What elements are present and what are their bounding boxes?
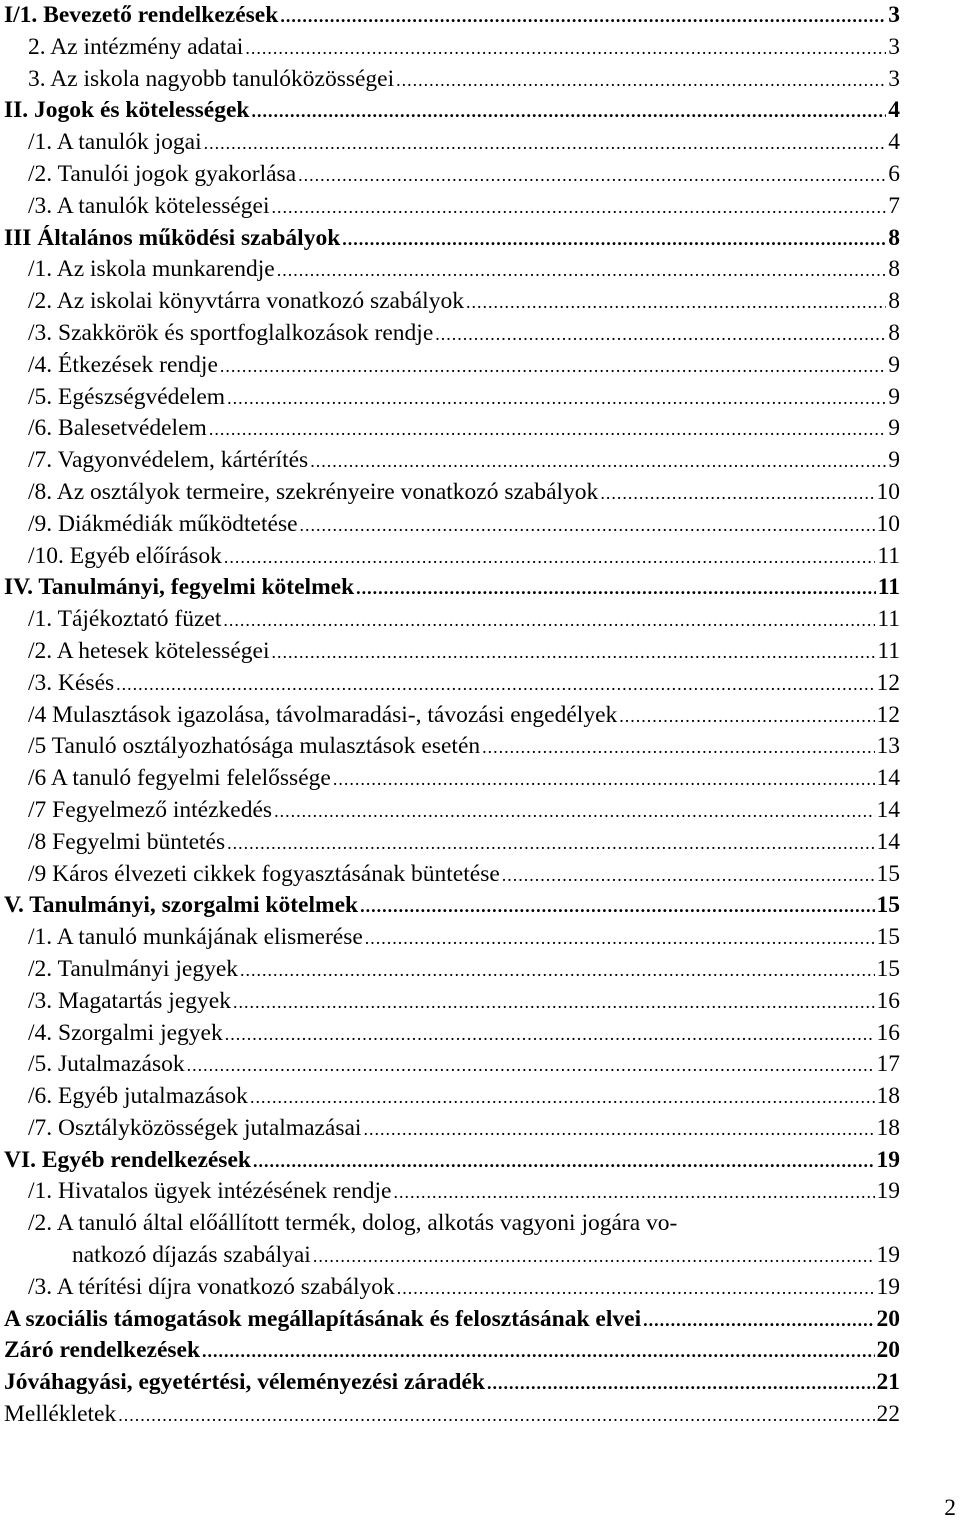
toc-dot-leader bbox=[233, 987, 875, 1019]
toc-dot-leader bbox=[116, 669, 874, 701]
toc-entry[interactable] bbox=[4, 986, 900, 1018]
toc-entry-page: 12 bbox=[876, 701, 900, 728]
toc-dot-leader bbox=[310, 446, 886, 478]
toc-entry-page: 22 bbox=[876, 1401, 900, 1428]
toc-dot-leader bbox=[274, 796, 874, 828]
toc-dot-leader bbox=[277, 255, 887, 287]
toc-entry[interactable] bbox=[4, 350, 900, 382]
toc-entry-title: III Általános működési szabályok bbox=[4, 224, 341, 251]
toc-entry-title: /5. Egészségvédelem bbox=[28, 383, 226, 410]
toc-entry-title: 2. Az intézmény adatai bbox=[28, 33, 244, 60]
toc-dot-leader bbox=[204, 128, 887, 160]
toc-entry-title: /1. Az iskola munkarendje bbox=[28, 256, 275, 283]
toc-dot-leader bbox=[227, 828, 874, 860]
toc-entry-page: 3 bbox=[888, 65, 900, 92]
toc-dot-leader bbox=[435, 319, 886, 351]
toc-dot-leader bbox=[466, 287, 886, 319]
toc-entry[interactable] bbox=[4, 1113, 900, 1145]
toc-entry-title: /1. A tanulók jogai bbox=[28, 129, 202, 156]
toc-entry-title: /2. Tanulói jogok gyakorlása bbox=[28, 160, 297, 187]
toc-entry-title: /3. Késés bbox=[28, 669, 115, 696]
toc-entry-title: /3. A tanulók kötelességei bbox=[28, 192, 270, 219]
toc-entry-title: /2. Tanulmányi jegyek bbox=[28, 955, 239, 982]
toc-entry-page: 21 bbox=[876, 1369, 900, 1396]
toc-entry-page: 15 bbox=[876, 892, 900, 919]
toc-entry-title: A szociális támogatások megállapításának és felosztásának elvei bbox=[4, 1305, 642, 1332]
toc-entry-page: 4 bbox=[888, 129, 900, 156]
toc-entry-title: VI. Egyéb rendelkezések bbox=[4, 1146, 251, 1173]
toc-entry[interactable] bbox=[4, 1018, 900, 1050]
toc-entry-page: 19 bbox=[876, 1273, 900, 1300]
toc-dot-leader bbox=[272, 192, 887, 224]
toc-dot-leader bbox=[240, 955, 874, 987]
toc-entry-page: 15 bbox=[876, 860, 900, 887]
toc-dot-leader bbox=[250, 1082, 875, 1114]
toc-entry[interactable] bbox=[4, 477, 900, 509]
toc-dot-leader bbox=[202, 1336, 874, 1368]
toc-entry-title: /5 Tanuló osztályozhatósága mulasztások esetén bbox=[28, 733, 481, 760]
toc-entry-page: 12 bbox=[876, 669, 900, 696]
toc-entry[interactable] bbox=[4, 1049, 900, 1081]
toc-dot-leader bbox=[502, 860, 875, 892]
toc-entry[interactable] bbox=[4, 445, 900, 477]
toc-dot-leader bbox=[223, 605, 875, 637]
toc-entry-page: 15 bbox=[876, 955, 900, 982]
toc-entry[interactable] bbox=[4, 1145, 900, 1177]
toc-entry-page: 10 bbox=[876, 510, 900, 537]
toc-entry-page: 4 bbox=[888, 97, 900, 124]
toc-entry[interactable] bbox=[4, 1272, 900, 1304]
toc-entry[interactable] bbox=[4, 668, 900, 700]
toc-entry[interactable] bbox=[4, 922, 900, 954]
toc-entry-page: 14 bbox=[876, 765, 900, 792]
toc-entry-title: Jóváhagyási, egyetértési, véleményezési záradék bbox=[4, 1369, 485, 1396]
toc-entry-page: 11 bbox=[877, 574, 900, 601]
toc-entry[interactable] bbox=[4, 795, 900, 827]
toc-entry-page: 19 bbox=[876, 1242, 900, 1269]
toc-entry[interactable] bbox=[4, 859, 900, 891]
toc-dot-leader bbox=[187, 1050, 875, 1082]
toc-entry-page: 16 bbox=[876, 1019, 900, 1046]
toc-entry-title: /7. Osztályközösségek jutalmazásai bbox=[28, 1114, 362, 1141]
toc-entry-title: /3. Szakkörök és sportfoglalkozások rendje bbox=[28, 319, 434, 346]
toc-entry-title: /1. A tanuló munkájának elismerése bbox=[28, 924, 363, 951]
toc-dot-leader bbox=[300, 510, 875, 542]
toc-dot-leader bbox=[360, 891, 874, 923]
toc-entry[interactable] bbox=[4, 572, 900, 604]
toc-entry[interactable] bbox=[4, 382, 900, 414]
toc-dot-leader bbox=[342, 224, 886, 256]
toc-entry-title: /9. Diákmédiák működtetése bbox=[28, 510, 298, 537]
toc-dot-leader bbox=[224, 542, 876, 574]
toc-dot-leader bbox=[251, 96, 886, 128]
toc-entry-title: /2. A hetesek kötelességei bbox=[28, 637, 270, 664]
toc-dot-leader bbox=[600, 478, 874, 510]
toc-entry-page: 9 bbox=[888, 351, 900, 378]
toc-entry-title: IV. Tanulmányi, fegyelmi kötelmek bbox=[4, 574, 355, 601]
toc-entry-title: /4. Étkezések rendje bbox=[28, 351, 218, 378]
toc-entry-page: 9 bbox=[888, 383, 900, 410]
toc-entry[interactable] bbox=[4, 541, 900, 573]
toc-entry-title: /2. A tanuló által előállított termék, dolog, alkotás vagyoni jogára vo- bbox=[28, 1210, 678, 1237]
toc-entry-page: 9 bbox=[888, 447, 900, 474]
toc-entry-page: 8 bbox=[888, 288, 900, 315]
toc-entry-title: /1. Tájékoztató füzet bbox=[28, 606, 222, 633]
toc-entry-title: /8 Fegyelmi büntetés bbox=[28, 828, 226, 855]
toc-entry-title: /6. Balesetvédelem bbox=[28, 415, 207, 442]
toc-dot-leader bbox=[209, 414, 886, 446]
toc-dot-leader bbox=[365, 923, 875, 955]
toc-entry[interactable] bbox=[4, 731, 900, 763]
toc-entry[interactable] bbox=[4, 286, 900, 318]
toc-entry[interactable] bbox=[4, 95, 900, 127]
toc-dot-leader bbox=[487, 1368, 875, 1400]
toc-dot-leader bbox=[298, 160, 886, 192]
toc-entry[interactable] bbox=[4, 0, 900, 32]
toc-entry-title: V. Tanulmányi, szorgalmi kötelmek bbox=[4, 892, 359, 919]
toc-entry-title: /1. Hivatalos ügyek intézésének rendje bbox=[28, 1178, 392, 1205]
toc-entry[interactable] bbox=[4, 509, 900, 541]
toc-dot-leader bbox=[313, 1241, 875, 1273]
toc-dot-leader bbox=[227, 383, 886, 415]
toc-entry-title: I/1. Bevezető rendelkezések bbox=[4, 2, 279, 28]
toc-dot-leader bbox=[643, 1305, 874, 1337]
toc-entry-page: 17 bbox=[876, 1051, 900, 1078]
toc-entry-page: 19 bbox=[876, 1146, 900, 1173]
toc-entry-title: II. Jogok és kötelességek bbox=[4, 97, 250, 124]
toc-entry-title: Mellékletek bbox=[4, 1401, 117, 1428]
toc-entry[interactable] bbox=[4, 954, 900, 986]
toc-entry-page: 16 bbox=[876, 987, 900, 1014]
toc-entry-page: 20 bbox=[876, 1337, 900, 1364]
toc-dot-leader bbox=[333, 764, 875, 796]
toc-entry-title: natkozó díjazás szabályai bbox=[72, 1242, 311, 1269]
toc-dot-leader bbox=[619, 701, 874, 733]
toc-entry-page: 8 bbox=[888, 256, 900, 283]
toc-entry-title: /7 Fegyelmező intézkedés bbox=[28, 796, 273, 823]
toc-entry-page: 3 bbox=[888, 33, 900, 60]
toc-entry-title: /4 Mulasztások igazolása, távolmaradási-, távozási engedélyek bbox=[28, 701, 618, 728]
toc-entry-title: /5. Jutalmazások bbox=[28, 1051, 185, 1078]
toc-entry[interactable] bbox=[4, 1304, 900, 1336]
toc-entry[interactable] bbox=[4, 1240, 900, 1272]
toc-entry-title: /6. Egyéb jutalmazások bbox=[28, 1083, 248, 1110]
toc-entry-page: 10 bbox=[876, 478, 900, 505]
toc-entry[interactable] bbox=[4, 318, 900, 350]
toc-entry-title: /2. Az iskolai könyvtárra vonatkozó szabályok bbox=[28, 288, 464, 315]
toc-entry-title: /3. Magatartás jegyek bbox=[28, 987, 231, 1014]
toc-entry-title: /3. A térítési díjra vonatkozó szabályok bbox=[28, 1273, 395, 1300]
toc-entry-page: 11 bbox=[877, 637, 900, 664]
toc-entry-title: /4. Szorgalmi jegyek bbox=[28, 1019, 223, 1046]
toc-dot-leader bbox=[245, 33, 886, 65]
toc-entry-page: 7 bbox=[888, 192, 900, 219]
table-of-contents bbox=[4, 0, 900, 1431]
toc-dot-leader bbox=[393, 1177, 874, 1209]
toc-entry[interactable] bbox=[4, 1335, 900, 1367]
toc-entry-title: Záró rendelkezések bbox=[4, 1337, 201, 1364]
toc-dot-leader bbox=[356, 573, 876, 605]
toc-entry[interactable] bbox=[4, 413, 900, 445]
toc-dot-leader bbox=[225, 1019, 875, 1051]
toc-entry-title: /7. Vagyonvédelem, kártérítés bbox=[28, 447, 309, 474]
toc-entry-page: 14 bbox=[876, 828, 900, 855]
toc-entry-page: 8 bbox=[888, 224, 900, 251]
toc-entry[interactable] bbox=[4, 254, 900, 286]
toc-entry[interactable] bbox=[4, 700, 900, 732]
toc-dot-leader bbox=[482, 732, 874, 764]
toc-entry[interactable] bbox=[4, 1399, 900, 1431]
toc-entry-page: 6 bbox=[888, 160, 900, 187]
toc-entry[interactable] bbox=[4, 1176, 900, 1208]
toc-entry-page: 9 bbox=[888, 415, 900, 442]
toc-entry-page: 19 bbox=[876, 1178, 900, 1205]
toc-entry-page: 18 bbox=[876, 1083, 900, 1110]
toc-entry[interactable] bbox=[4, 223, 900, 255]
toc-entry[interactable] bbox=[4, 604, 900, 636]
toc-dot-leader bbox=[271, 637, 875, 669]
toc-dot-leader bbox=[363, 1114, 874, 1146]
toc-entry[interactable] bbox=[4, 159, 900, 191]
toc-entry-page: 8 bbox=[888, 319, 900, 346]
toc-entry[interactable] bbox=[4, 1081, 900, 1113]
toc-entry[interactable] bbox=[4, 1367, 900, 1399]
toc-entry-title: 3. Az iskola nagyobb tanulóközösségei bbox=[28, 65, 395, 92]
toc-entry[interactable] bbox=[4, 1208, 900, 1240]
toc-entry-page: 11 bbox=[877, 606, 900, 633]
toc-dot-leader bbox=[396, 65, 886, 97]
toc-dot-leader bbox=[280, 1, 886, 33]
page-number: 2 bbox=[944, 1495, 956, 1521]
toc-dot-leader bbox=[118, 1400, 874, 1432]
toc-entry-page: 20 bbox=[876, 1305, 900, 1332]
toc-entry[interactable] bbox=[4, 191, 900, 223]
toc-entry[interactable] bbox=[4, 763, 900, 795]
toc-dot-leader bbox=[397, 1273, 875, 1305]
toc-entry[interactable] bbox=[4, 890, 900, 922]
toc-entry-title: /6 A tanuló fegyelmi felelőssége bbox=[28, 765, 331, 792]
toc-entry-page: 15 bbox=[876, 924, 900, 951]
toc-entry[interactable] bbox=[4, 64, 900, 96]
toc-dot-leader bbox=[220, 351, 886, 383]
toc-entry[interactable] bbox=[4, 636, 900, 668]
toc-entry-page: 14 bbox=[876, 796, 900, 823]
toc-entry-title: /10. Egyéb előírások bbox=[28, 542, 222, 569]
toc-entry-title: /9 Káros élvezeti cikkek fogyasztásának büntetése bbox=[28, 860, 500, 887]
toc-dot-leader bbox=[253, 1146, 875, 1178]
toc-entry[interactable] bbox=[4, 127, 900, 159]
toc-entry-page: 18 bbox=[876, 1114, 900, 1141]
toc-entry[interactable] bbox=[4, 32, 900, 64]
toc-entry-page: 11 bbox=[877, 542, 900, 569]
toc-entry-title: /8. Az osztályok termeire, szekrényeire vonatkozó szabályok bbox=[28, 478, 599, 505]
toc-entry-page: 13 bbox=[876, 733, 900, 760]
toc-entry[interactable] bbox=[4, 827, 900, 859]
toc-entry-page: 3 bbox=[888, 2, 900, 28]
